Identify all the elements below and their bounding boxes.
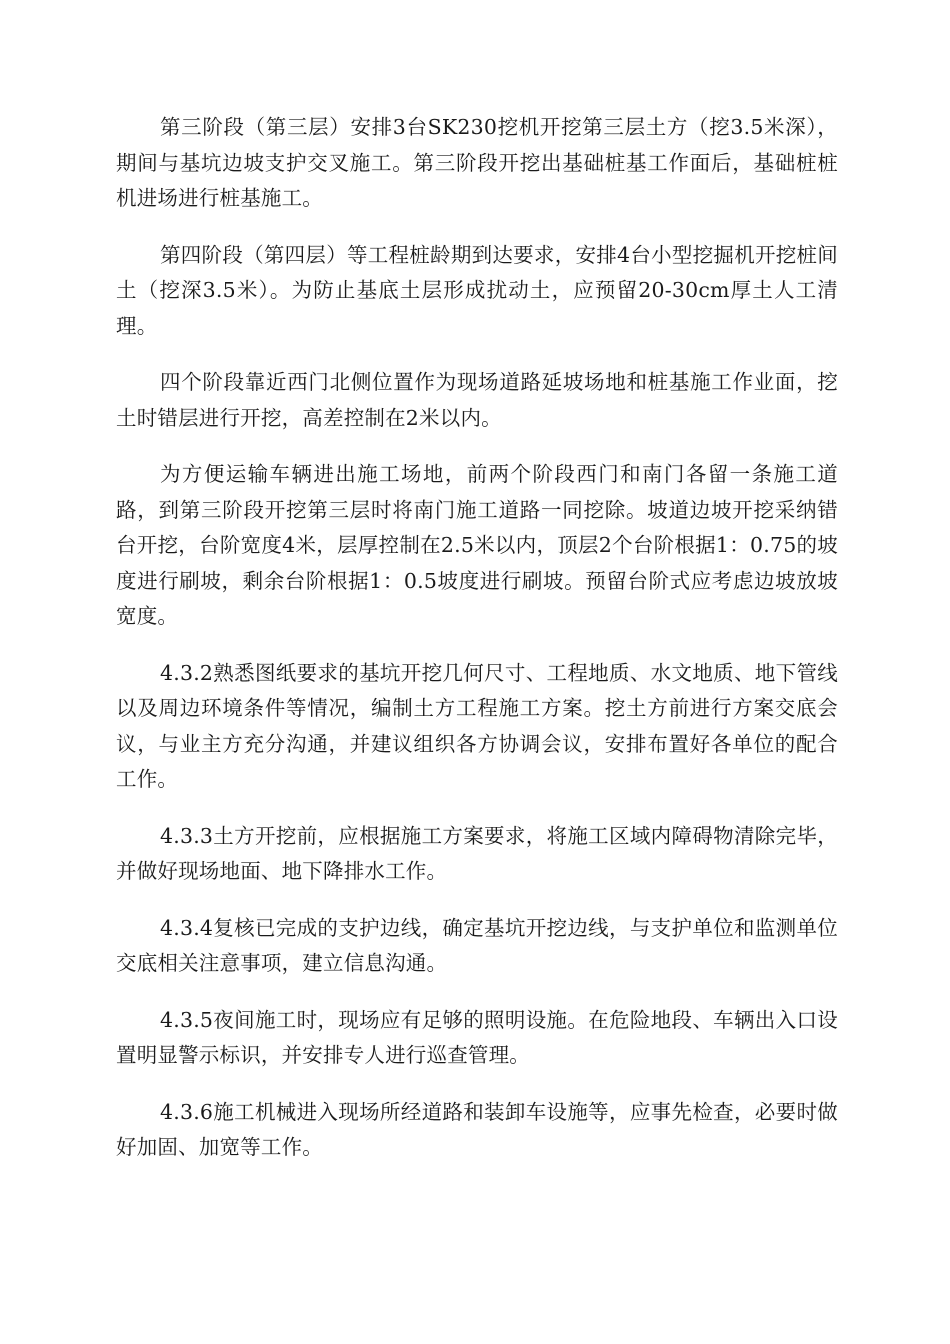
paragraph-stage-three: 第三阶段（第三层）安排3台SK230挖机开挖第三层土方（挖3.5米深），期间与基坑边坡支护交叉施工。第三阶段开挖出基础桩基工作面后，基础桩桩机进场进行桩基施工。 <box>116 115 838 210</box>
paragraph-stage-four: 第四阶段（第四层）等工程桩龄期到达要求，安排4台小型挖掘机开挖桩间土（挖深3.5米）。为防止基底土层形成扰动土，应预留20-30cm厚土人工清理。 <box>116 242 838 338</box>
paragraph-4-3-2: 4.3.2熟悉图纸要求的基坑开挖几何尺寸、工程地质、水文地质、地下管线以及周边环境条件等情况，编制土方工程施工方案。挖土方前进行方案交底会议，与业主方充分沟通，并建议组织各方协调会议，安排布置好各单位的配合工作。 <box>116 660 838 791</box>
paragraph-4-3-3: 4.3.3土方开挖前，应根据施工方案要求，将施工区域内障碍物清除完毕，并做好现场地面、地下降排水工作。 <box>116 823 838 883</box>
paragraph-4-3-5: 4.3.5夜间施工时，现场应有足够的照明设施。在危险地段、车辆出入口设置明显警示标识，并安排专人进行巡查管理。 <box>116 1007 838 1067</box>
paragraph-four-stages: 四个阶段靠近西门北侧位置作为现场道路延坡场地和桩基施工作业面，挖土时错层进行开挖，高差控制在2米以内。 <box>116 370 838 430</box>
paragraph-4-3-6: 4.3.6施工机械进入现场所经道路和装卸车设施等，应事先检查，必要时做好加固、加宽等工作。 <box>116 1099 838 1159</box>
paragraph-transport-roads: 为方便运输车辆进出施工场地，前两个阶段西门和南门各留一条施工道路，到第三阶段开挖第三层时将南门施工道路一同挖除。坡道边坡开挖采纳错台开挖，台阶宽度4米，层厚控制在2.5米以内，顶层2个台阶根据1：0.75的坡度进行刷坡，剩余台阶根据1：0.5坡度进行刷坡。预留台阶式应考虑边坡放坡宽度。 <box>116 462 838 628</box>
document-body <box>116 110 838 1187</box>
paragraph-4-3-4: 4.3.4复核已完成的支护边线，确定基坑开挖边线，与支护单位和监测单位交底相关注意事项，建立信息沟通。 <box>116 915 838 975</box>
